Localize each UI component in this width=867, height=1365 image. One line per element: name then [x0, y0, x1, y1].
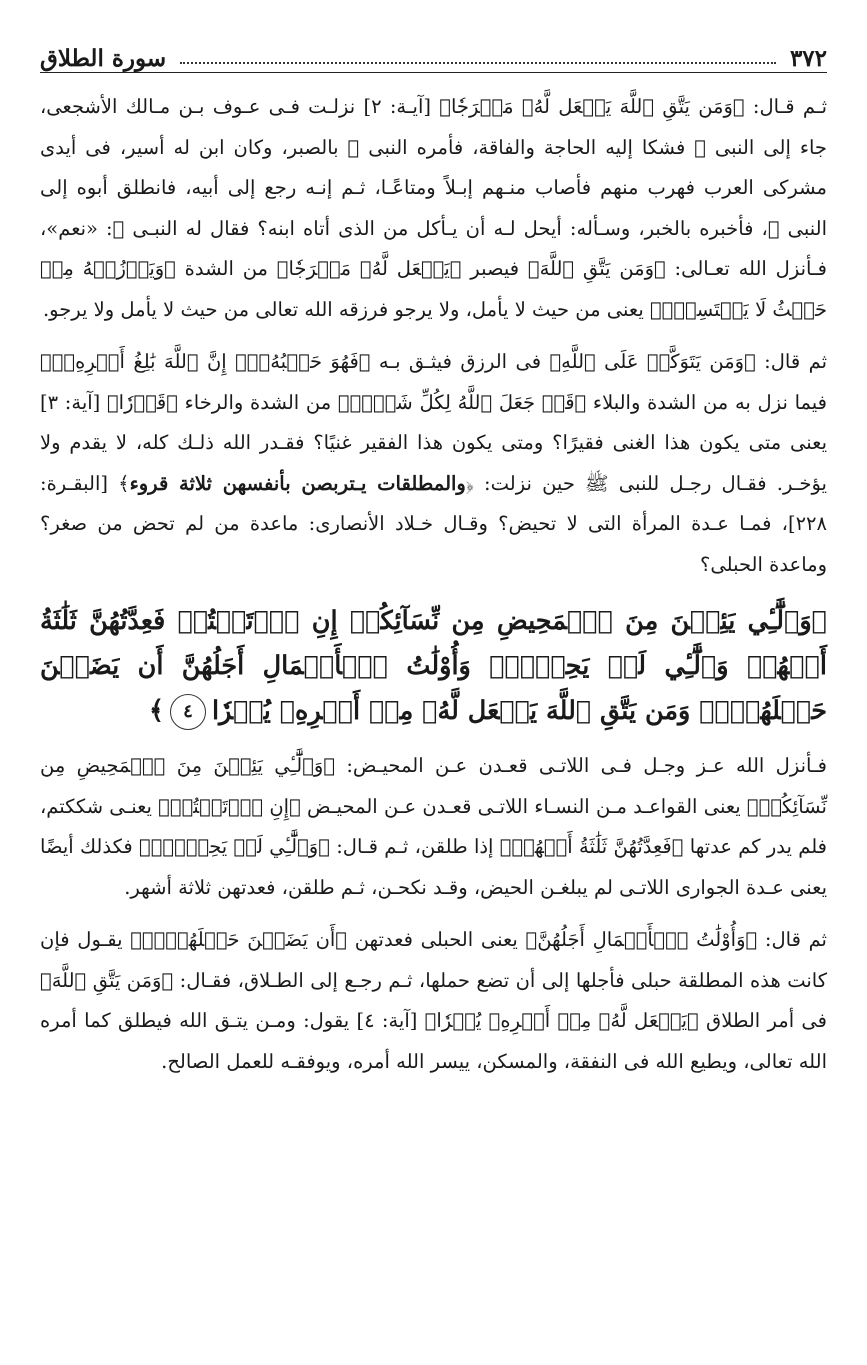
surah-title: سورة الطلاق: [40, 45, 167, 72]
paragraph-3: فـأنزل الله عـز وجـل فـى اللاتـى قعـدن عـن المحيـض: ﴿وَٱلَّٰٓـِٔي يَئِسۡنَ مِنَ ٱلۡمَحِيضِ مِن نِّسَآئِكُمۡ﴾ يعنى القواعـد مـن النسـاء اللاتـى قعـدن عـن المحيـض ﴿إِنِ ٱرۡتَبۡتُمۡ﴾ يعنـى شككتم، فلم يدر كم عدتها ﴿فَعِدَّتُهُنَّ ثَلَٰثَةُ أَشۡهُرٖ﴾ إذا طلقن، ثـم قـال: ﴿وَٱلَّٰٓـِٔي لَمۡ يَحِضۡنَۚ﴾ فكذلك أيضًا يعنى عـدة الجوارى اللاتـى لم يبلغـن الحيض، وقـد نكحـن، ثـم طلقن، فعدتهن ثلاثة أشهر.: [40, 754, 827, 899]
quran-verse-block: [40, 599, 827, 734]
verse-closing-bracket: ﴾: [149, 696, 164, 726]
verse-text: ﴿وَٱلَّٰٓـِٔي يَئِسۡنَ مِنَ ٱلۡمَحِيضِ مِن نِّسَآئِكُمۡ إِنِ ٱرۡتَبۡتُمۡ فَعِدَّتُهُنَّ ثَلَٰثَةُ أَشۡهُرٖ وَٱلَّٰٓـِٔي لَمۡ يَحِضۡنَۚ وَأُوْلَٰتُ ٱلۡأَحۡمَالِ أَجَلُهُنَّ أَن يَضَعۡنَ حَمۡلَهُنَّۚ وَمَن يَتَّقِ ٱللَّهَ يَجۡعَل لَّهُۥ مِنۡ أَمۡرِهِۦ يُسۡرٗا: [40, 606, 827, 726]
paragraph-2-bold-quote: والمطلقات يـتربصن بأنفسهن ثلاثة قروء: [129, 471, 466, 495]
paragraph-2-text-a: ثم قال: ﴿وَمَن يَتَوَكَّلۡ عَلَى ٱللَّهِ﴾ فى الرزق فيثـق بـه ﴿فَهُوَ حَسۡبُهُۥٓۚ إِنَّ ٱللَّهَ بَٰلِغُ أَمۡرِهِۦۚ﴾ فيما نزل به من الشدة والبلاء ﴿قَدۡ جَعَلَ ٱللَّهُ لِكُلِّ شَيۡءٖ﴾ من الشدة والرخاء ﴿قَدۡرٗا﴾ [آية: ٣] يعنى متى يكون هذا الغنى فقيرًا؟ ومتى يكون هذا الفقير غنيًا؟ فقـدر الله ذلـك كله، لا يقدم ولا يؤخـر. فقـال رجـل للنبى ﷺ حين نزلت: ﴿: [40, 350, 827, 495]
header-leader-dots: [180, 62, 776, 64]
ayah-number-medallion: ٤: [170, 694, 206, 730]
paragraph-2-text-b: ﴾ [البقـرة: ٢٢٨]، فمـا عـدة المرأة التى لا تحيض؟ وقـال خـلاد الأنصارى: ماعدة من لم تحض من صغر؟ وماعدة الحبلى؟: [40, 471, 827, 576]
page-number: ٣٧٢: [789, 45, 827, 72]
paragraph-1: ثـم قـال: ﴿وَمَن يَتَّقِ ٱللَّهَ يَجۡعَل لَّهُۥ مَخۡرَجٗا﴾ [آيـة: ٢] نزلـت فـى عـوف بـن مـالك الأشجعى، جاء إلى النبى ﷺ فشكا إليه الحاجة والفاقة، فأمره النبى ﷺ بالصبر، وكان ابن له أسير، فى أيدى مشركى العرب فهرب منهم فأصاب منـهم إبـلاً ومتاعًـا، ثـم إنـه رجع إلى أبيه، فانطلق أبوه إلى النبى ﷺ، فأخبره بالخبر، وسـأله: أيحل لـه أن يـأكل من الذى أتاه ابنه؟ فقال له النبـى ﷺ: «نعم»، فـأنزل الله تعـالى: ﴿وَمَن يَتَّقِ ٱللَّهَ﴾ فيصبر ﴿يَجۡعَل لَّهُۥ مَخۡرَجٗا﴾ من الشدة ﴿وَيَرۡزُقۡهُ مِنۡ حَيۡثُ لَا يَحۡتَسِبُۚ﴾ يعنى من حيث لا يأمل، ولا يرجو فرزقه الله تعالى من حيث لا يأمل ولا يرجو.: [40, 95, 827, 321]
page-header: [40, 30, 827, 73]
paragraph-4: ثم قال: ﴿وَأُوْلَٰتُ ٱلۡأَحۡمَالِ أَجَلُهُنَّ﴾ يعنى الحبلى فعدتهن ﴿أَن يَضَعۡنَ حَمۡلَهُنَّۚ﴾ يقـول فإن كانت هذه المطلقة حبلى فأجلها إلى أن تضع حملها، ثـم رجـع إلى الطـلاق، فقـال: ﴿وَمَن يَتَّقِ ٱللَّهَ﴾ فى أمر الطلاق ﴿يَجۡعَل لَّهُۥ مِنۡ أَمۡرِهِۦ يُسۡرٗا﴾ [آية: ٤] يقول: ومـن يتـق الله فيطلق كما أمره الله تعالى، ويطيع الله فى النفقة، والمسكن، ييسر الله أمره، ويوفقـه للعمل الصالح.: [40, 928, 827, 1073]
paragraph-2: [40, 342, 827, 585]
